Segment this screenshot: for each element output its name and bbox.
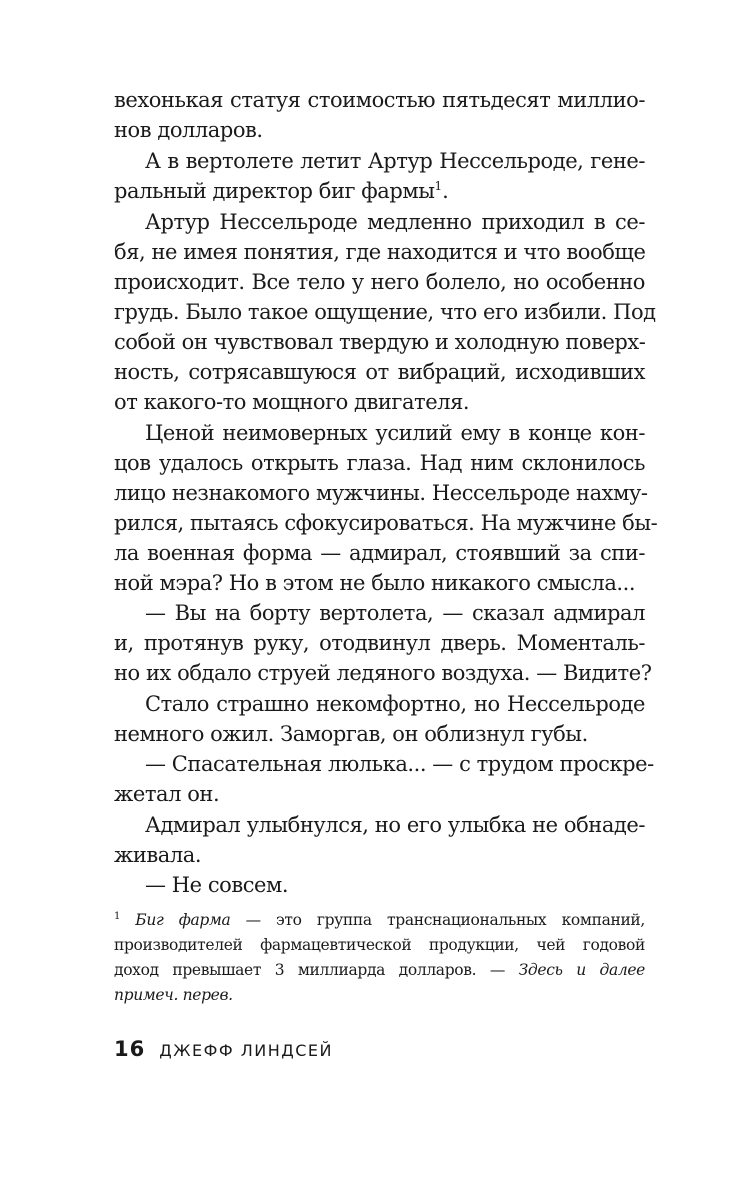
text-line: Артур Нессельроде медленно приходил в се-: [145, 210, 645, 234]
text-line: цов удалось открыть глаза. Над ним склонилось: [114, 451, 645, 475]
text-line: [114, 176, 645, 206]
text-line: но их обдало струей ледяного воздуха. — Видите?: [114, 661, 652, 685]
text-line: ной мэра? Но в этом не было никакого смысла...: [114, 571, 636, 595]
footnote-text: доход превышает 3 миллиарда долларов. —: [114, 961, 519, 979]
text-line: — Не совсем.: [145, 873, 289, 897]
text-span: .: [442, 179, 449, 203]
footnote-line: примеч. перев.: [114, 986, 233, 1004]
text-line: и, протянув руку, отодвинул дверь. Моменталь-: [114, 631, 645, 655]
footnote-line: производителей фармацевтической продукции, чей годовой: [114, 936, 645, 954]
text-line: собой он чувствовал твердую и холодную поверх-: [114, 330, 646, 354]
text-line: Адмирал улыбнулся, но его улыбка не обнаде-: [145, 813, 645, 837]
footnote-text: — это группа транснациональных компаний,: [230, 911, 645, 929]
text-line: Стало страшно некомфортно, но Нессельроде: [145, 692, 645, 716]
text-line: — Вы на борту вертолета, — сказал адмирал: [145, 601, 645, 625]
running-author: ДЖЕФФ ЛИНДСЕЙ: [159, 1041, 333, 1060]
text-line: Ценой неимоверных усилий ему в конце кон-: [145, 421, 645, 445]
text-line: от какого-то мощного двигателя.: [114, 390, 470, 414]
footnote-mark: 1: [114, 911, 121, 922]
footnote-term: Биг фарма: [135, 911, 231, 929]
text-line: бя, не имея понятия, где находится и что вообще: [114, 240, 646, 264]
text-line: ность, сотрясавшуюся от вибраций, исходивших: [114, 360, 645, 384]
footnote-text-italic: Здесь и далее: [518, 961, 645, 979]
text-span: ральный директор биг фармы: [114, 179, 435, 203]
text-line: вехонькая статуя стоимостью пятьдесят миллио-: [114, 88, 645, 112]
text-line: немного ожил. Заморгав, он облизнул губы.: [114, 722, 588, 746]
text-line: происходит. Все тело у него болело, но особенно: [114, 270, 645, 294]
text-line: жетал он.: [114, 782, 220, 806]
footnote-reference: 1: [434, 179, 443, 193]
text-line: живала.: [114, 843, 202, 867]
text-line: нов долларов.: [114, 118, 263, 142]
running-footer: [114, 1037, 333, 1067]
text-line: грудь. Было такое ощущение, что его избили. Под: [114, 300, 656, 324]
text-line: ла военная форма — адмирал, стоявший за спи-: [114, 541, 645, 565]
page-number: 16: [114, 1037, 146, 1061]
text-line: рился, пытаясь сфокусироваться. На мужчине бы-: [114, 511, 658, 535]
text-line: А в вертолете летит Артур Нессельроде, гене-: [145, 149, 645, 173]
footnote-line: [114, 958, 645, 982]
text-line: лицо незнакомого мужчины. Нессельроде нахму-: [114, 481, 648, 505]
footnote-line: [114, 908, 645, 932]
text-line: — Спасательная люлька... — с трудом проскре-: [145, 752, 654, 776]
